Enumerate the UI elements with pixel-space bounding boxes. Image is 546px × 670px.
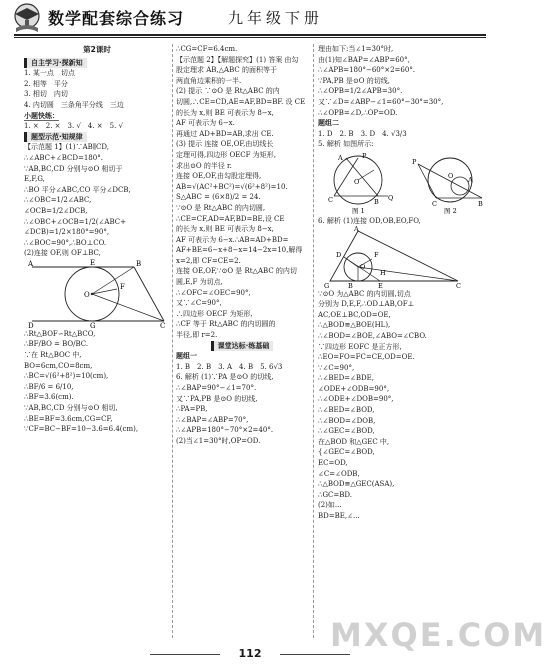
text-line: ∴BF/BO = BO/BC. [24, 340, 89, 349]
column-divider-2 [313, 44, 314, 638]
text-line: ∵AB,BC,CD 分别与⊙O 相切于 [24, 164, 123, 173]
fig3-label-G: G [324, 281, 330, 290]
text-line: {∠GEC=∠BOD, [318, 448, 375, 457]
text-line: AC,OE⊥BC,OD=OE, [318, 310, 391, 319]
text-line: ∴∠ABC+∠BCD=180°. [24, 153, 103, 162]
text-line: ∴PA=PB, [176, 405, 208, 414]
text-line: (2) 提示 ∵⊙O 是 Rt△ABC 的内 [176, 87, 280, 96]
text-line: AF 可表示为 6−x. [176, 119, 235, 128]
label-E: E [90, 258, 96, 267]
text-line: ∴∠OFC=∠OEC=90°, [176, 288, 251, 297]
answer-lines-1 [24, 68, 170, 110]
text-line: 理由如下:当∠1=30°时, [318, 45, 394, 53]
text-line: 1. B 2. B 3. A 4. B 5. 6√3 [176, 362, 283, 371]
group-2-lines [318, 129, 488, 150]
group-1-title: 题组一 [176, 352, 197, 361]
header-rule [14, 34, 486, 36]
text-line: 1. D 2. B 3. D 4. √3/3 [318, 129, 407, 138]
header-rule-thin [14, 37, 486, 38]
text-line: 两直角边乘积的一半. [176, 76, 242, 85]
text-line: ∴∠GEC=∠BOD, [318, 427, 375, 436]
text-line: ∴∠BOD=∠BOE,∠ABO=∠CBO. [318, 331, 427, 340]
fig2-label-B: B [478, 199, 483, 208]
fig1-label-A: A [338, 153, 343, 162]
fig1-label-C: C [328, 195, 333, 204]
text-line: 股定理求 AB,△ABC 的面积等于 [176, 66, 277, 75]
fig1-label-Q: Q [388, 193, 394, 202]
label-O: O [84, 290, 90, 299]
quick-practice-answers: 1. × 2. × 3. √ 4. × 5. √ [24, 122, 124, 131]
column-2 [176, 44, 308, 640]
circle-figures-diagram [318, 150, 488, 216]
text-line: BD=BE,∠... [318, 512, 360, 520]
watermark-logo: MXQE.COM [330, 616, 546, 654]
group-2-title: 题组二 [318, 119, 339, 128]
quick-practice-label: 小题快练： [24, 111, 59, 120]
text-line: ∴∠OBC=1/2∠ABC, [24, 196, 92, 205]
text-line: 的长为 x,则 BE 可表示为 8−x, [176, 108, 274, 117]
text-line: ∴CG=CF=6.4cm. [176, 45, 238, 53]
label-F: F [120, 282, 125, 291]
page-header [0, 0, 500, 44]
text-line: AB=√(AC²+BC²)=√(6²+8²)=10. [176, 182, 288, 191]
text-line: 连接 OE,OF,∵⊙O 是 Rt△ABC 的内切 [176, 267, 297, 276]
graduation-cap-book-icon [10, 2, 44, 34]
fig2-caption: 图 2 [444, 206, 457, 215]
text-line: ∴∠APB=180°−60°×2=60°. [318, 66, 416, 75]
group-1-lines-cont [318, 44, 488, 118]
text-line: ∵CF=BC−BF=10−3.6=6.4(cm), [24, 425, 139, 434]
text-line: EC=OD, [318, 459, 348, 468]
fig3-label-D: D [336, 250, 342, 259]
text-line: 连接 OE,OF,由勾股定理得, [176, 172, 262, 181]
label-D: D [28, 321, 34, 330]
grade-title: 九年级下册 [228, 9, 324, 27]
text-line: ∴∠BED=∠BOD, [318, 406, 375, 415]
circle-trapezoid-diagram [24, 259, 170, 329]
text-line: 1. 某一点 切点 [24, 69, 75, 78]
text-line: ∴∠APB=180°−70°×2=40°. [176, 426, 274, 435]
fig2-label-C: C [432, 199, 437, 208]
section-header-examples: 题型示范·知规律 [24, 132, 87, 142]
text-line: AF 可表示为 6−x.∴AB=AD+BD= [176, 235, 289, 244]
fig2-label-A: A [468, 175, 473, 184]
text-line: 【示范题 2】【解题探究】(1) 答案 由勾 [176, 55, 299, 64]
fig3-label-F: F [374, 250, 379, 259]
group-1-lines [176, 362, 308, 447]
text-line: ∴BO 平分∠ABC,CO 平分∠DCB, [24, 185, 131, 194]
footer-rule-left [150, 654, 220, 655]
section-header-self-study: 自主学习·探新知 [24, 58, 87, 68]
text-line: ∴CE=CF,AD=AF,BD=BE,设 CE [176, 214, 285, 223]
text-line: BO=6cm,CO=8cm, [24, 361, 93, 370]
text-line: ∴∠OPB=1/2∠APB=30°. [318, 87, 403, 96]
label-C: C [160, 321, 166, 330]
column-3 [318, 44, 488, 640]
fig3-label-C: C [456, 281, 461, 290]
text-line: 切圆,∴CE=CD,AE=AF,BD=BF. 设 CE [176, 97, 306, 106]
fig3-label-H: H [380, 268, 386, 277]
text-line: 又∵∠D=∠ABP−∠1=60°−30°=30°, [318, 97, 444, 106]
example-2-lines [176, 44, 308, 341]
fig1-label-B: B [374, 197, 379, 206]
incircle-figure [318, 224, 488, 290]
fig3-label-E: E [378, 281, 383, 290]
problem-6-intro [318, 216, 488, 227]
section-header-classwork: 课堂达标·练基础 [211, 341, 274, 351]
text-line: 再通过 AD+BD=AB,求出 CE. [176, 129, 274, 138]
text-line: ∵⊙O 为△ABC 的内切圆,切点 [318, 289, 411, 298]
text-line: ∵四边形 EOFC 是正方形, [318, 342, 402, 351]
text-line: 在△BOD 和△GEC 中, [318, 437, 390, 446]
text-line: (3) 提示 连接 OE,OF,由切线长 [176, 140, 274, 149]
text-line: ∴∠BOC=90°,∴BO⊥CO. [24, 238, 107, 247]
text-line: ∴∠BOD=∠DOB, [318, 416, 376, 425]
fig1-label-O: O [354, 177, 360, 186]
text-line: ∠OCB=1/2∠DCB, [24, 206, 88, 215]
text-line: 半径,即 r=2. [176, 331, 218, 340]
fig1-caption: 图 1 [352, 206, 365, 215]
label-G: G [90, 321, 96, 330]
text-line: ∴BF=3.6(cm). [24, 393, 74, 402]
text-line: ∴BE=BF=3.6cm,CG=CF, [24, 414, 113, 423]
page-number: 112 [238, 647, 262, 660]
fig3-label-O: O [360, 262, 366, 271]
text-line: 求出⊙O 的半径 r. [176, 161, 232, 170]
example-1-lines-cont [24, 329, 170, 435]
text-line: 2. 相等 平分 [24, 79, 68, 88]
label-B: B [136, 259, 142, 268]
text-line: ∴EO=FO=FC=CE,OD=OE. [318, 353, 415, 362]
text-line: 6. 解析 (1)连接 OD,OB,EO,FO, [318, 216, 421, 225]
example-1-lines [24, 142, 170, 259]
text-line: ∴GC=BD. [318, 490, 352, 499]
text-line: ∴△BOD≌△BOE(HL), [318, 321, 391, 330]
lesson-title: 第2课时 [83, 45, 111, 54]
fig2-label-P: P [412, 157, 417, 166]
figures-1-2 [318, 150, 488, 216]
text-line: ∴BC=√(6²+8²)=10(cm), [24, 372, 109, 381]
text-line: ∴CF 等于 Rt△ABC 的内切圆的 [176, 320, 276, 329]
text-line: (2)当∠1=30°时,OP=OD. [176, 436, 261, 445]
incircle-triangle-diagram [318, 224, 488, 290]
text-line: ∵在 Rt△BOC 中, [24, 351, 82, 360]
text-line: ∴四边形 OECF 为矩形, [176, 309, 253, 318]
label-A: A [28, 259, 34, 268]
problem-6-lines [318, 289, 488, 522]
text-line: ∴∠BAP=90°−∠1=70°. [176, 384, 257, 392]
text-line: 5. 解析 如图所示: [318, 140, 374, 149]
text-line: ∵⊙O 是 Rt△ABC 的内切圆, [176, 203, 266, 212]
text-line: AF+BE=6−x+8−x=14−2x=10,解得 [176, 246, 303, 255]
fig3-label-B: B [348, 281, 353, 290]
text-line: 的长为 x,则 BE 可表示为 8−x, [176, 225, 274, 234]
text-line: ∴∠ODE+∠DOB=90°, [318, 395, 394, 404]
text-line: ∠ODE+∠ODB=90°, [318, 384, 390, 393]
text-line: ∴∠OBC+∠OCB=1/2(∠ABC+ [24, 217, 126, 226]
text-line: ∵AB,BC,CD 分别与⊙O 相切, [24, 404, 118, 413]
column-divider-1 [172, 44, 173, 638]
text-line: 3. 相切 内切 [24, 90, 68, 99]
text-line: ∴BF/6 = 6/10, [24, 382, 74, 391]
text-line: 又∵PA,PB 是⊙O 的切线, [176, 394, 258, 403]
text-line: 圆,E,F 为切点, [176, 278, 223, 287]
text-line: E,F,G, [24, 175, 45, 184]
text-line: 由(1)知∠BAP=∠ABP=60°, [318, 55, 410, 64]
text-line: 【示范题 1】(1)∵AB∥CD, [24, 143, 109, 152]
fig3-label-A: A [354, 224, 359, 233]
fig1-label-P: P [362, 151, 367, 160]
column-1 [24, 44, 170, 640]
text-line: ∵∠C=90°, [318, 363, 355, 372]
text-line: ∴∠BED=∠BDE, [318, 374, 375, 383]
text-line: 又∵∠C=90°, [176, 299, 222, 308]
text-line: ∴△BOD≌△GEC(ASA), [318, 480, 395, 489]
text-line: 定理可得,四边形 OECF 为矩形, [176, 150, 276, 159]
text-line: S△ABC = (6×8)/2 = 24. [176, 193, 261, 202]
tangent-circle-figure [24, 259, 170, 329]
text-line: ∴Rt△BOF∽Rt△BCO, [24, 329, 96, 338]
book-title: 数学配套综合练习 [48, 9, 185, 28]
text-line: ∵PA,PB 是⊙O 的切线, [318, 76, 390, 85]
text-line: 分别为 D,E,F,∴OD⊥AB,OF⊥ [318, 300, 415, 309]
text-line: ∠C=∠ODB, [318, 469, 360, 478]
text-line: ∴∠OPB=∠D,∴OP=OD. [318, 108, 398, 117]
fig2-label-O: O [448, 171, 454, 180]
text-line: (2)连接 OF,则 OF⊥BC, [24, 249, 101, 258]
text-line: (2)如... [318, 501, 342, 510]
text-line: 6. 解析 (1)∵PA 是⊙O 的切线, [176, 373, 274, 382]
text-line: ∴∠BAP=∠ABP=70°, [176, 415, 249, 424]
text-line: ∠DCB)=1/2×180°=90°, [24, 228, 110, 237]
text-line: 4. 内切圆 三条角平分线 三边 [24, 100, 124, 109]
text-line: x=2,即 CF=CE=2. [176, 256, 241, 265]
